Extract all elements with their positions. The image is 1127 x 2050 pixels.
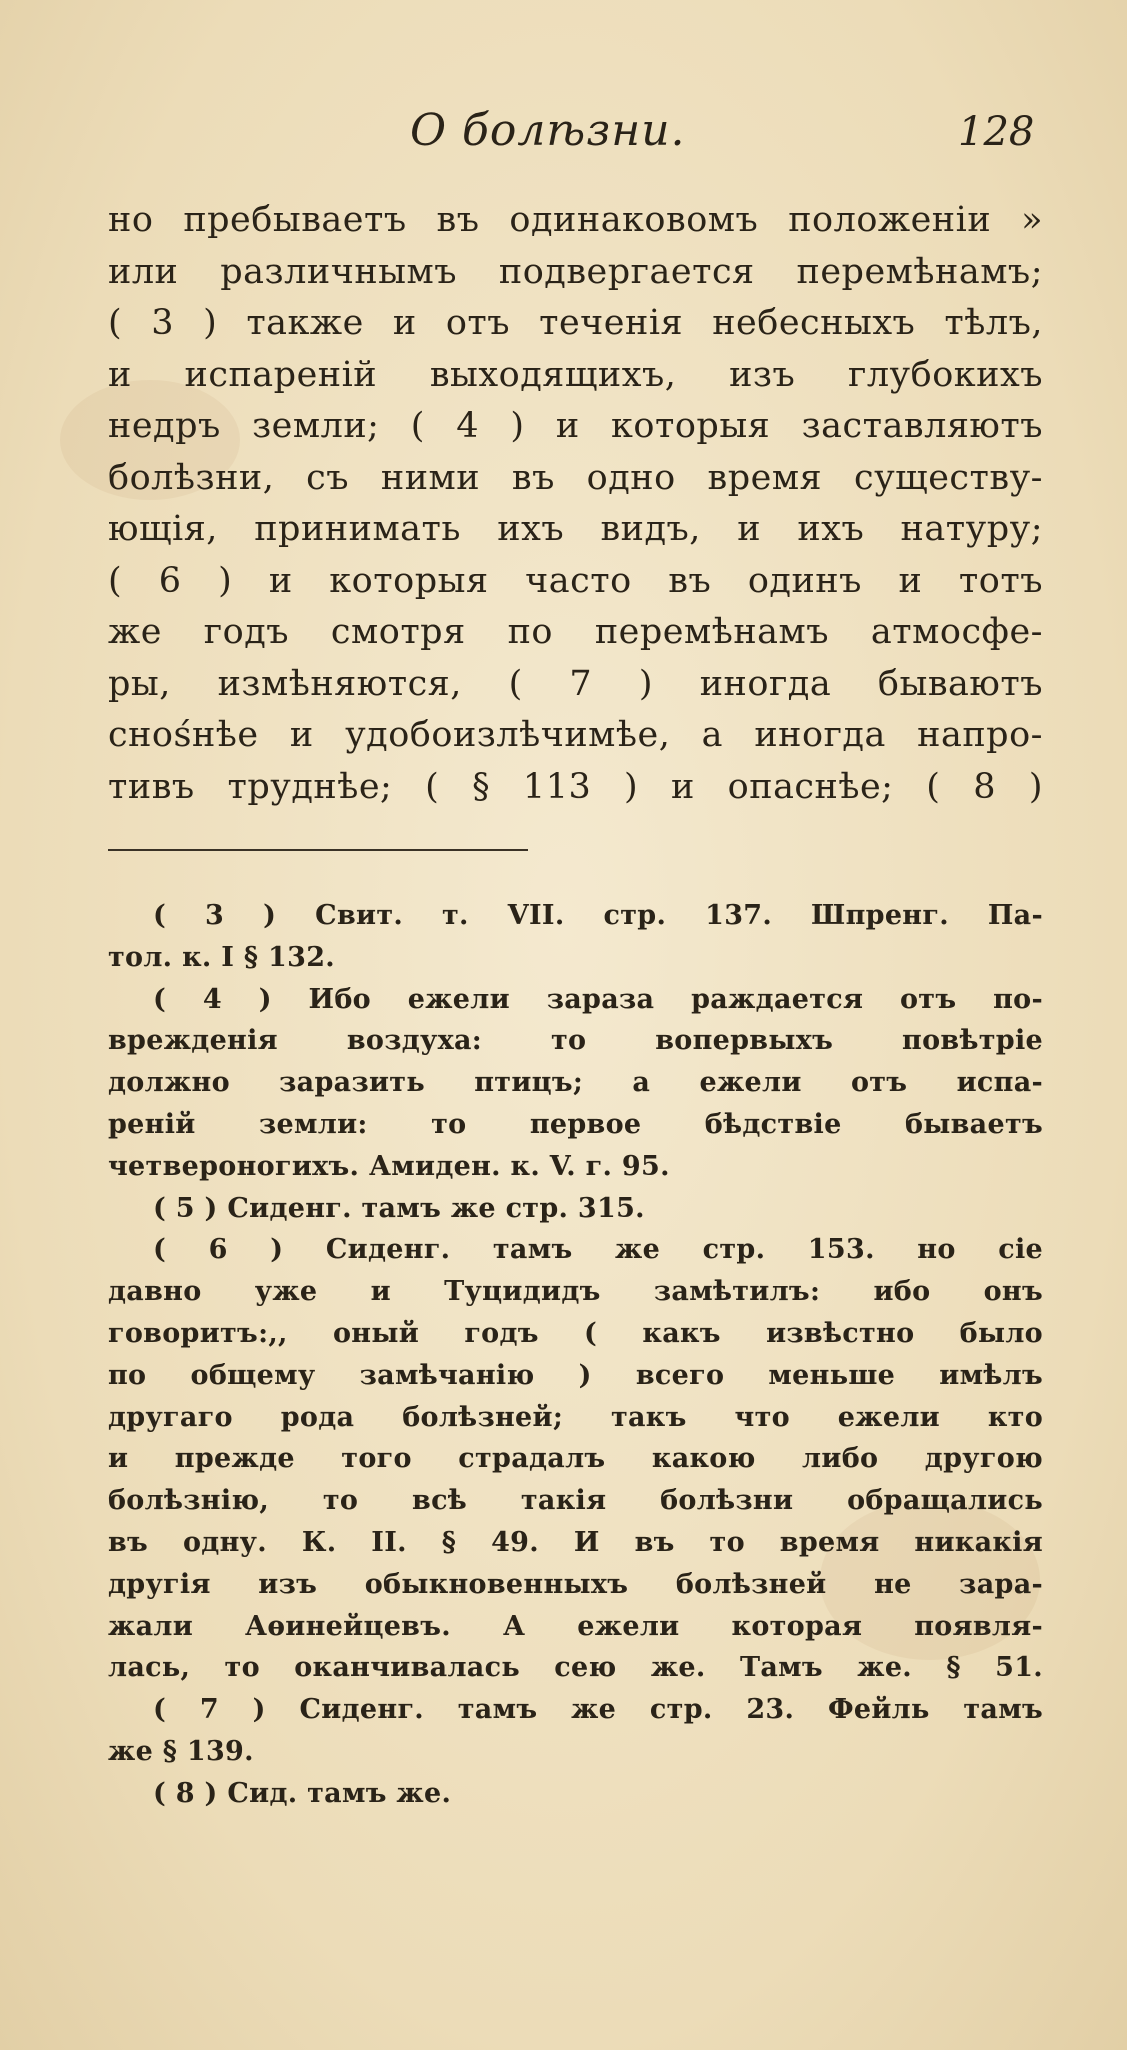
footnote-line: ( 6 ) Сиденг. тамъ же стр. 153. но сіе [153,1234,1043,1266]
footnote-line: болѣзнію, то всѣ такія болѣзни обращались [108,1485,1043,1517]
page-header [0,105,1127,175]
text-line: но пребываетъ въ одинаковомъ положеніи » [108,200,1043,240]
text-line: снośнѣе и удобоизлѣчимѣе, а иногда напро- [108,715,1043,755]
main-text [108,195,1043,813]
footnote-line: и прежде того страдалъ какою либо другою [108,1443,1043,1475]
footnote-line: врежденія воздуха: то вопервыхъ повѣтріе [108,1025,1043,1057]
footnote-line: должно заразить птицъ; а ежели отъ испа- [108,1067,1043,1099]
footnote-line: ( 3 ) Свит. т. VII. стр. 137. Шпренг. Па- [153,900,1043,931]
footnote-line: давно уже и Туцидидъ замѣтилъ: ибо онъ [108,1276,1043,1308]
text-line: ры, измѣняются, ( 7 ) иногда бываютъ [108,663,1043,704]
footnote-line: жали Аѳинейцевъ. А ежели которая появля- [108,1610,1043,1642]
footnote-line: въ одну. К. II. § 49. И въ то время никакія [108,1526,1043,1558]
footnote-line: ( 8 ) Сид. тамъ же. [153,1777,452,1809]
text-line: и испареній выходящихъ, изъ глубокихъ [108,354,1043,395]
text-line: болѣзни, съ ними въ одно время существу- [108,457,1043,498]
footnote-line: другаго рода болѣзней; такъ что ежели кто [108,1401,1043,1433]
text-line: ( 6 ) и которыя часто въ одинъ и тотъ [108,560,1043,601]
footnote-line: лась, то оканчивалась сею же. Тамъ же. § 51. [108,1652,1043,1684]
footnote-line: ( 5 ) Сиденг. тамъ же стр. 315. [153,1192,645,1224]
text-line: тивъ труднѣе; ( § 113 ) и опаснѣе; ( 8 ) [108,766,1043,807]
text-line: недръ земли; ( 4 ) и которыя заставляютъ [108,406,1043,446]
text-line: ( 3 ) также и отъ теченія небесныхъ тѣлъ, [108,303,1043,343]
footnotes [108,895,1043,1815]
text-line: или различнымъ подвергается перемѣнамъ; [108,251,1043,292]
footnote-line: тол. к. I § 132. [108,941,335,973]
footnote-line: реній земли: то первое бѣдствіе бываетъ [108,1108,1043,1140]
footnote-line: ( 7 ) Сиденг. тамъ же стр. 23. Фейль тамъ [153,1694,1043,1726]
footnote-line: по общему замѣчанію ) всего меньше имѣлъ [108,1359,1043,1391]
footnote-line: четвероногихъ. Амиден. к. V. г. 95. [108,1150,670,1182]
footnote-line: другія изъ обыкновенныхъ болѣзней не зара- [108,1568,1043,1600]
text-line: же годъ смотря по перемѣнамъ атмосфе- [108,612,1043,652]
running-title: О болѣзни. [410,105,686,156]
footnote-line: ( 4 ) Ибо ежели зараза раждается отъ по- [153,983,1043,1015]
footnote-line: же § 139. [108,1735,254,1767]
page-number: 128 [958,109,1035,155]
footnote-divider [108,849,528,851]
text-line: ющія, принимать ихъ видъ, и ихъ натуру; [108,509,1043,549]
footnote-line: говоритъ:,, оный годъ ( какъ извѣстно было [108,1317,1043,1349]
